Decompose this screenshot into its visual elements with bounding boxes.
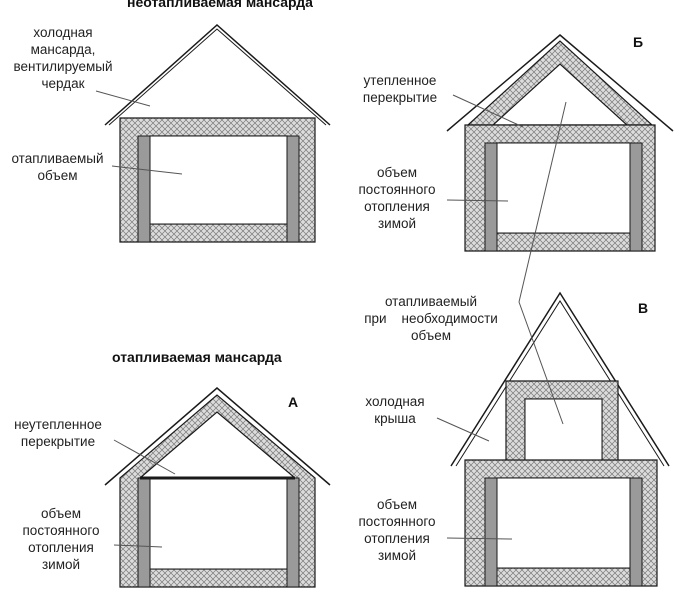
wall-right	[287, 478, 299, 587]
wall-left	[138, 136, 150, 242]
label-occasional-volume: отапливаемый при необходимости объем	[364, 294, 498, 343]
heated-room	[497, 478, 630, 568]
roof-inner-line	[109, 29, 326, 125]
wall-right	[630, 143, 642, 251]
label-heating-volume-b: объем постоянного отопления зимой	[358, 165, 436, 231]
wall-left	[485, 143, 497, 251]
house-a	[105, 388, 330, 587]
title-heated-attic: отапливаемая мансарда	[112, 349, 282, 365]
label-cold-roof: холодная крыша	[365, 394, 425, 426]
section-letter-b: Б	[633, 34, 644, 50]
heated-room	[150, 136, 287, 224]
title-unheated-attic: неотапливаемая мансарда	[127, 0, 313, 10]
roof-line	[105, 25, 330, 125]
wall-right	[630, 478, 642, 586]
wall-left	[138, 478, 150, 587]
section-letter-a: А	[288, 394, 299, 410]
house-unheated-attic	[105, 25, 330, 242]
label-heated-volume: отапливаемый объем	[11, 151, 104, 183]
leader-cold-roof	[437, 418, 489, 441]
roof-insulation	[468, 41, 652, 125]
label-heating-volume-v: объем постоянного отопления зимой	[358, 497, 436, 563]
leader-cold-attic	[96, 91, 150, 106]
label-uninsulated-floor: неутепленное перекрытие	[14, 417, 102, 449]
heated-room	[150, 478, 287, 569]
wall-left	[485, 478, 497, 586]
heated-room	[497, 143, 630, 233]
heated-attic-room	[525, 399, 602, 462]
section-letter-v: В	[638, 300, 649, 316]
house-b	[447, 35, 673, 251]
label-cold-attic: холодная мансарда, вентилируемый чердак	[13, 25, 113, 91]
wall-right	[287, 136, 299, 242]
label-insulated-floor: утепленное перекрытие	[362, 73, 438, 105]
label-heating-volume-a: объем постоянного отопления зимой	[22, 506, 100, 572]
